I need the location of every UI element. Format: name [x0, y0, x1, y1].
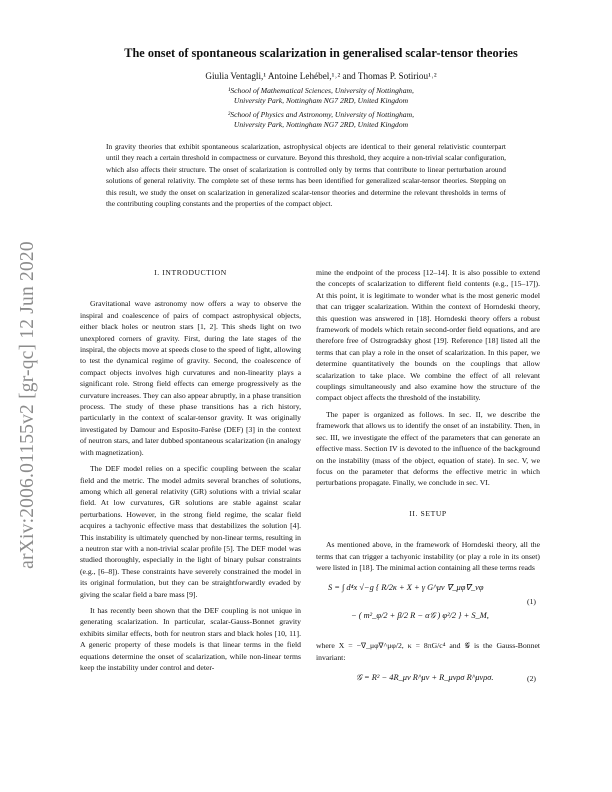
intro-paragraph-1: Gravitational wave astronomy now offers a way to observe the inspiral and coalescence of pairs of compact astrophysical objects, either black holes or neutron stars [1, 2]. This sheds light on two unexplored corners of gravity. First, during the late stages of the inspiral, the objects move at speeds close to the speed of light, allowing to test the dynamical regime of gravity. Second, the coalescence of compact objects involves high curvatures and non-linearity plays a significant role. Strong field effects can emerge progressively as the curvature increases. They can also appear abruptly, in a phase transition process. The study of these phase transitions has a rich history, particularly in the context of scalar-tensor gravity. It was originally investigated by Damour and Esposito-Farèse (DEF) [3] in the context of neutron stars, and later dubbed spontaneous scalarization (in analogy with magnetization). [80, 299, 301, 457]
abstract: In gravity theories that exhibit spontaneous scalarization, astrophysical objects are identical to their general relativistic counterpart until they reach a certain threshold in compactness or curvature. Beyond this threshold, they acquire a non-trivial scalar configuration, which also affects their structure. The onset of scalarization is controlled only by terms that contribute to linear perturbation around solutions of general relativity. The complete set of these terms has been identified for generalized scalar-tensor theories. Stepping on this result, we study the onset on scalarization in generalized scalar-tensor theories and determine the relevant thresholds in terms of the contributing coupling constants and the properties of the compact object. [106, 142, 506, 209]
right-column [316, 267, 540, 693]
author-list: Giulia Ventagli,¹ Antoine Lehébel,¹˒² and Thomas P. Sotiriou¹˒² [205, 71, 437, 81]
equation-1-line-2: − ( m²_φ/2 + β/2 R − α𝒢 ) φ²/2 } + S_M, [351, 611, 489, 621]
intro-paragraph-3: It has recently been shown that the DEF coupling is not unique in generating scalarization. In particular, scalar-Gauss-Bonnet gravity exhibits similar effects, both for neutron stars and black holes [10, 11]. A generic property of these models is that linear terms in the field equations determine the onset of scalarization, while non-linear terms keep the instability under control and deter- [80, 605, 301, 672]
setup-paragraph: As mentioned above, in the framework of Horndeski theory, all the terms that can trigger a tachyonic instability (or play a role in its onset) were listed in [18]. The minimal action containing all these terms reads [316, 540, 540, 572]
left-column [80, 267, 301, 678]
equation-definitions: where X = −∇_μφ∇^μφ/2, κ = 8πG/c⁴ and 𝒢 is the Gauss-Bonnet invariant: [316, 641, 540, 662]
equation-2-body: 𝒢 = R² − 4R_μν R^μν + R_μνρσ R^μνρσ. [356, 673, 494, 683]
equation-2 [316, 668, 540, 690]
affiliation-2-line-2: University Park, Nottingham NG7 2RD, United Kingdom [233, 120, 409, 130]
equation-1-number: (1) [527, 597, 536, 607]
section-heading-introduction: I. INTRODUCTION [154, 268, 227, 277]
arxiv-stamp [14, 195, 42, 615]
arxiv-identifier: arXiv:2006.01155v2 [gr-qc] 12 Jun 2020 [17, 241, 38, 569]
affiliation-1-line-1: ¹School of Mathematical Sciences, University of Nottingham, [228, 86, 414, 95]
section-heading-setup: II. SETUP [409, 508, 447, 518]
affiliation-2 [60, 110, 582, 130]
equation-1-line-1: S = ∫ d⁴x √−g { R/2κ + X + γ G^μν ∇_μφ∇_νφ [328, 583, 484, 593]
affiliation-1-line-2: University Park, Nottingham NG7 2RD, United Kingdom [233, 96, 409, 106]
intro-paragraph-3-continued: mine the endpoint of the process [12–14]. It is also possible to extend the concepts of scalarization to different field contents (e.g., [15–17]). At this point, it is legitimate to wonder what is the most generic model that can trigger scalarization. Within the context of Horndeski theory, this question was answered in [18]. Horndeski theory offers a robust framework of models which retain second-order field equations, and are therefore free of Ostrogradsky ghost [19]. Reference [18] listed all the terms that can play a role in the onset of scalarization. In this paper, we determine quantitatively the bounds on the couplings that allow scalarization to take place. We combine the effect of all relevant couplings simultaneously and also examine how the structure of the compact object affects the threshold of the instability. [316, 268, 540, 403]
equation-2-number: (2) [527, 674, 536, 684]
paper-title: The onset of spontaneous scalarization in generalised scalar-tensor theories [124, 46, 518, 60]
affiliation-2-line-1: ²School of Physics and Astronomy, University of Nottingham, [228, 110, 414, 119]
equation-1 [316, 578, 540, 634]
intro-paragraph-2: The DEF model relies on a specific coupling between the scalar field and the metric. The model admits several branches of solutions, among which all general relativity (GR) solutions with a trivial scalar field. At low curvatures, GR solutions are stable against scalar perturbations. However, in the strong field regime, the scalar field acquires a tachyonic effective mass that destabilizes the solution [4]. This instability is ultimately quenched by non-linear terms, resulting in a neutron star with a non-trivial scalar profile [5]. The DEF model was studied thoroughly, especially in the light of binary pulsar constraints (e.g., [6–8]). These constraints have severely constrained the model in its original formulation, but they can be straightforwardly evaded by giving the scalar field a bare mass [9]. [80, 464, 301, 599]
affiliation-1 [60, 86, 582, 106]
intro-paragraph-4: The paper is organized as follows. In sec. II, we describe the framework that allows us to identify the onset of an instability. Then, in sec. III, we investigate the effect of the parameters that can generate an effective mass. Section IV is devoted to the influence of the background on the instability (mass of the object, equation of state). In sec. V, we focus on the parameter that deforms the effective metric in which perturbations propagate. Finally, we conclude in sec. VI. [316, 409, 540, 488]
